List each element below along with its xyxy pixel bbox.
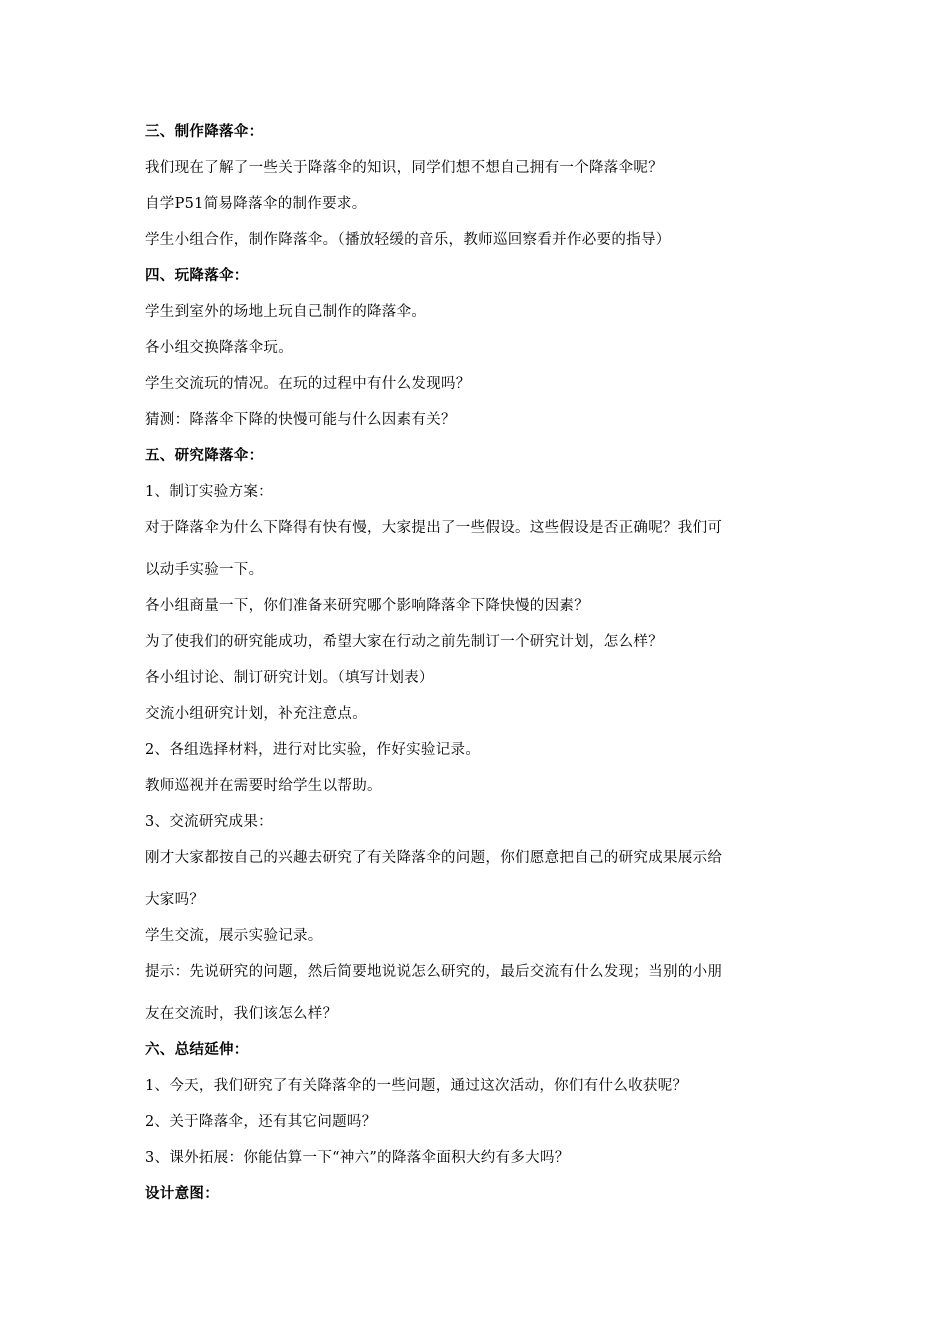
- paragraph-line: 我们现在了解了一些关于降落伞的知识，同学们想不想自己拥有一个降落伞呢？: [145, 160, 663, 176]
- subsection-heading: 1、制订实验方案：: [145, 484, 273, 500]
- subsection-heading: 2、各组选择材料，进行对比实验，作好实验记录。: [145, 742, 481, 758]
- section-heading-summary: 六、总结延伸：: [145, 1041, 249, 1058]
- paragraph-line: 提示：先说研究的问题，然后简要地说说怎么研究的，最后交流有什么发现；当别的小朋: [145, 964, 723, 980]
- paragraph-line: 学生交流，展示实验记录。: [145, 928, 323, 944]
- paragraph-line: 各小组讨论、制订研究计划。（填写计划表）: [145, 670, 434, 686]
- document-body: [145, 122, 805, 1204]
- list-item: 2、关于降落伞，还有其它问题吗？: [145, 1114, 377, 1130]
- list-item: 1、今天，我们研究了有关降落伞的一些问题，通过这次活动，你们有什么收获呢？: [145, 1078, 688, 1094]
- paragraph-line-continued: 大家吗？: [145, 892, 205, 908]
- paragraph-line: 为了使我们的研究能成功，希望大家在行动之前先制订一个研究计划，怎么样？: [145, 634, 663, 650]
- paragraph-line: 教师巡视并在需要时给学生以帮助。: [145, 778, 382, 794]
- paragraph-line: 自学P51简易降落伞的制作要求。: [145, 196, 367, 212]
- section-heading-study-parachute: 五、研究降落伞：: [145, 447, 264, 464]
- paragraph-line: 各小组商量一下，你们准备来研究哪个影响降落伞下降快慢的因素？: [145, 598, 589, 614]
- paragraph-line: 各小组交换降落伞玩。: [145, 340, 293, 356]
- paragraph-line: 猜测：降落伞下降的快慢可能与什么因素有关？: [145, 412, 456, 428]
- paragraph-line: 学生交流玩的情况。在玩的过程中有什么发现吗？: [145, 376, 471, 392]
- paragraph-line: 刚才大家都按自己的兴趣去研究了有关降落伞的问题，你们愿意把自己的研究成果展示给: [145, 850, 723, 866]
- paragraph-line: 学生到室外的场地上玩自己制作的降落伞。: [145, 304, 427, 320]
- section-heading-design-intent: 设计意图：: [145, 1185, 219, 1202]
- subsection-heading: 3、交流研究成果：: [145, 814, 273, 830]
- paragraph-line: 学生小组合作，制作降落伞。（播放轻缓的音乐，教师巡回察看并作必要的指导）: [145, 232, 671, 248]
- section-heading-make-parachute: 三、制作降落伞：: [145, 123, 264, 140]
- paragraph-line-continued: 以动手实验一下。: [145, 562, 264, 578]
- section-heading-play-parachute: 四、玩降落伞：: [145, 267, 249, 284]
- paragraph-line: 对于降落伞为什么下降得有快有慢，大家提出了一些假设。这些假设是否正确呢？我们可: [145, 520, 723, 536]
- paragraph-line: 交流小组研究计划，补充注意点。: [145, 706, 367, 722]
- list-item: 3、课外拓展：你能估算一下“神六”的降落伞面积大约有多大吗？: [145, 1150, 570, 1166]
- paragraph-line-continued: 友在交流时，我们该怎么样？: [145, 1006, 338, 1022]
